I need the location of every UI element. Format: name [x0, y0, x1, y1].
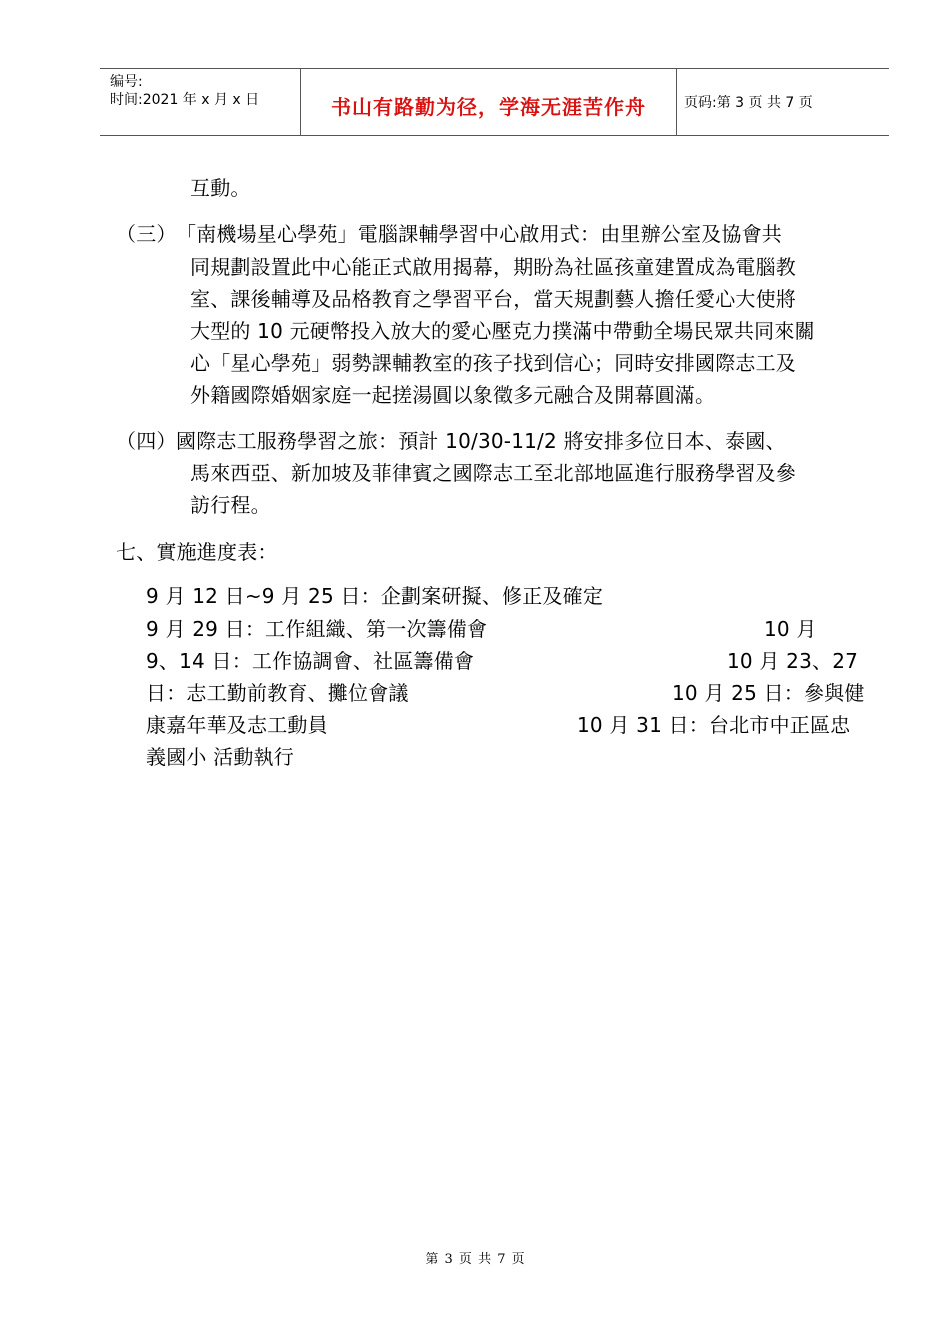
schedule-text: 日：志工勤前教育、攤位會議: [146, 681, 409, 705]
schedule-text: 9、14 日：工作協調會、社區籌備會: [146, 649, 475, 673]
item3-line: 「南機場星心學苑」電腦課輔學習中心啟用式：由里辦公室及協會共: [176, 222, 782, 246]
header-left-cell: [100, 69, 300, 135]
schedule-text: 10 月 25 日：參與健: [672, 681, 865, 705]
footer-total-number: 7: [497, 1252, 506, 1267]
schedule-text: 10 月: [764, 617, 817, 641]
page-indicator: 页码:第 3 页 共 7 页: [684, 95, 813, 111]
item4-line: 訪行程。: [190, 493, 271, 517]
schedule-text: 義國小 活動執行: [146, 745, 294, 769]
header-right-cell: [676, 69, 889, 135]
item3-line: 外籍國際婚姻家庭一起搓湯圓以象徵多元融合及開幕圓滿。: [190, 383, 716, 407]
page-footer: [0, 1248, 950, 1267]
item4-marker: （四）: [116, 429, 177, 453]
footer-total-unit: 页: [511, 1252, 525, 1267]
time-label: 时间:2021 年 x 月 x 日: [110, 92, 260, 108]
footer-page-word: 第: [425, 1252, 439, 1267]
header-motto: 书山有路勤为径，学海无涯苦作舟: [331, 95, 646, 119]
header-middle-cell: [300, 69, 677, 135]
item3-marker: （三）: [116, 222, 177, 246]
item3-line: 同規劃設置此中心能正式啟用揭幕，期盼為社區孩童建置成為電腦教: [190, 255, 796, 279]
footer-page-unit: 页: [458, 1252, 472, 1267]
item3-line: 心「星心學苑」弱勢課輔教室的孩子找到信心；同時安排國際志工及: [190, 351, 796, 375]
schedule-text: 康嘉年華及志工動員: [146, 713, 328, 737]
schedule-text: 10 月 31 日：台北市中正區忠: [577, 713, 851, 737]
schedule-text: 9 月 12 日~9 月 25 日：企劃案研擬、修正及確定: [146, 584, 604, 608]
item3-line: 大型的 10 元硬幣投入放大的愛心壓克力撲滿中帶動全場民眾共同來關: [190, 319, 815, 343]
number-label: 编号:: [110, 74, 143, 90]
schedule-text: 9 月 29 日：工作組織、第一次籌備會: [146, 617, 488, 641]
footer-page-number: 3: [444, 1252, 453, 1267]
item4-line: 馬來西亞、新加坡及菲律賓之國際志工至北部地區進行服務學習及參: [190, 461, 796, 485]
continued-text: 互動。: [190, 176, 251, 200]
item4-line: 國際志工服務學習之旅：預計 10/30-11/2 將安排多位日本、泰國、: [176, 429, 786, 453]
page-header: [100, 68, 889, 136]
footer-total-word: 共: [478, 1252, 492, 1267]
section7-title: 七、實施進度表：: [116, 540, 278, 564]
item3-line: 室、課後輔導及品格教育之學習平台，當天規劃藝人擔任愛心大使將: [190, 287, 796, 311]
schedule-text: 10 月 23、27: [727, 649, 859, 673]
